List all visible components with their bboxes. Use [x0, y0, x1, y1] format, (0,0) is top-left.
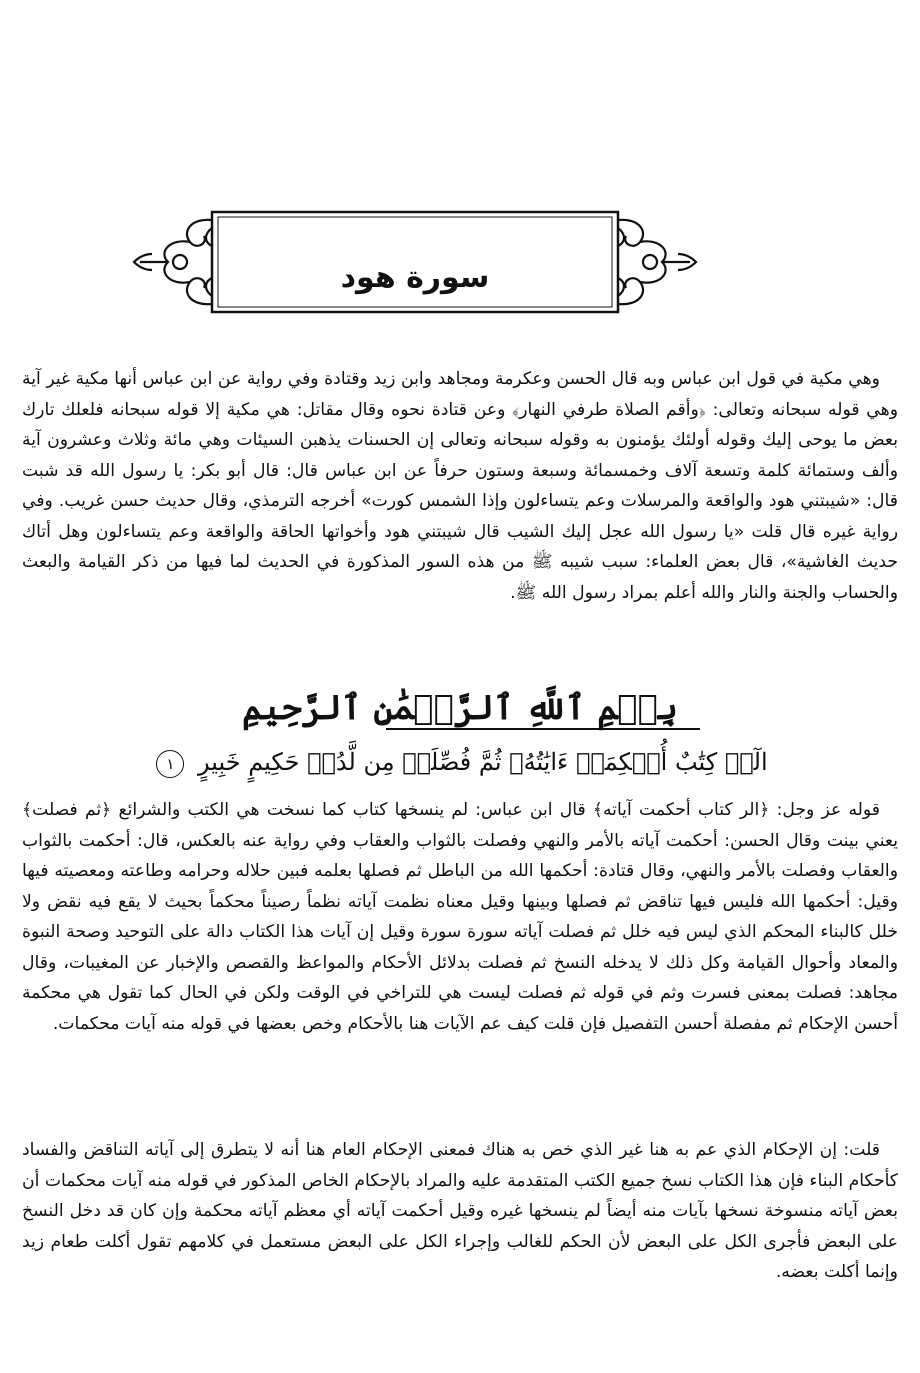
qultu-paragraph: قلت: إن الإحكام الذي عم به هنا غير الذي خص به هناك فمعنى الإحكام العام هنا أنه لا يتطرق إلى آياته التناقض والفساد كأحكام البناء فإن هذا الكتاب نسخ جميع الكتب المتقدمة عليه والمراد بالإحكام الخاص المذكور في قوله منه آيات محكمات أن بعض آياته منسوخة نسخها بآيات منه أيضاً لم ينسخها غيره وقيل أحكمت آياته أي معظم آياته محكمة وإن كان قد دخل النسخ على البعض فأجرى الكل على البعض لأن الحكم للغالب وإجراء الكل على البعض مستعمل في كلامهم تقول أكلت طعام زيد وإنما أكلت بعضه.: [22, 1140, 898, 1282]
verse-number: ١: [156, 750, 184, 778]
surah-title: سورة هود: [340, 260, 490, 295]
verse-text: الٓرۚ كِتَٰبٌ أُحۡكِمَتۡ ءَايَٰتُهُۥ ثُمَّ فُصِّلَتۡ مِن لَّدُنۡ حَكِيمٍ خَبِيرٍ: [198, 748, 768, 776]
surah-title-cartouche: [130, 208, 700, 320]
commentary-paragraph: قوله عز وجل: ﴿الر كتاب أحكمت آياته﴾ قال ابن عباس: لم ينسخها كتاب كما نسخت هي الكتب والشرائع ﴿ثم فصلت﴾ يعني بينت وقال الحسن: أحكمت آياته بالأمر والنهي وفصلت بالثواب والعقاب وفي رواية عنه بالعكس، قال: أحكمت بالثواب والعقاب وفصلت بالأمر والنهي، وقال قتادة: أحكمها الله من الباطل ثم فصلها بعلمه فبين حلاله وحرامه وطاعته ومعصيته فيها وقيل: أحكمها الله فليس فيها تناقض ثم فصلها وبينها وقيل معناه نظمت آياته نظماً رصيناً محكماً بحيث لا يقع فيه نقض ولا خلل كالبناء المحكم الذي ليس فيه خلل ثم فصلت آياته سورة سورة وقيل إن آيات هذا الكتاب دالة على التوحيد وصحة النبوة والمعاد وأحوال القيامة وكل ذلك لا يدخله النسخ ثم فصلت بدلائل الأحكام والمواعظ والقصص والإخبار عن المغيبات، وقال مجاهد: فصلت بمعنى فسرت وثم في قوله ثم فصلت ليست هي للتراخي في الوقت ولكن في الحال كما تقول هي محكمة أحسن الإحكام ثم مفصلة أحسن التفصيل فإن قلت كيف عم الآيات هنا بالأحكام وخص بعضها في قوله منه آيات محكمات.: [22, 800, 898, 1034]
quran-verse: [150, 742, 774, 782]
intro-paragraph: وهي مكية في قول ابن عباس وبه قال الحسن وعكرمة ومجاهد وابن زيد وقتادة وفي رواية عن ابن عباس أنها مكية غير آية وهي قوله سبحانه وتعالى: ﴿وأقم الصلاة طرفي النهار﴾ وعن قتادة نحوه وقال مقاتل: هي مكية إلا قوله سبحانه فلعلك تارك بعض ما يوحى إليك وقوله أولئك يؤمنون به وقوله سبحانه وتعالى إن الحسنات يذهبن السيئات وهي مائة وثلاث وعشرون آية وألف وستمائة كلمة وتسعة آلاف وخمسمائة وسبعة وستون حرفاً عن ابن عباس قال: قال أبو بكر: يا رسول الله قد شبت قال: «شيبتني هود والواقعة والمرسلات وعم يتساءلون وإذا الشمس كورت» أخرجه الترمذي، وقال حديث حسن غريب. وفي رواية غيره قال قلت «يا رسول الله عجل إليك الشيب قال شيبتني هود وأخواتها الحاقة والواقعة وعم يتساءلون وهل أتاك حديث الغاشية»، قال بعض العلماء: سبب شيبه ﷺ من هذه السور المذكورة في الحديث لما فيها من ذكر القيامة والبعث والحساب والجنة والنار والله أعلم بمراد رسول الله ﷺ.: [22, 369, 898, 603]
basmala: بِسۡمِ ٱللَّهِ ٱلرَّحۡمَٰنِ ٱلرَّحِيمِ: [242, 688, 678, 728]
basmala-underline: [386, 728, 700, 730]
